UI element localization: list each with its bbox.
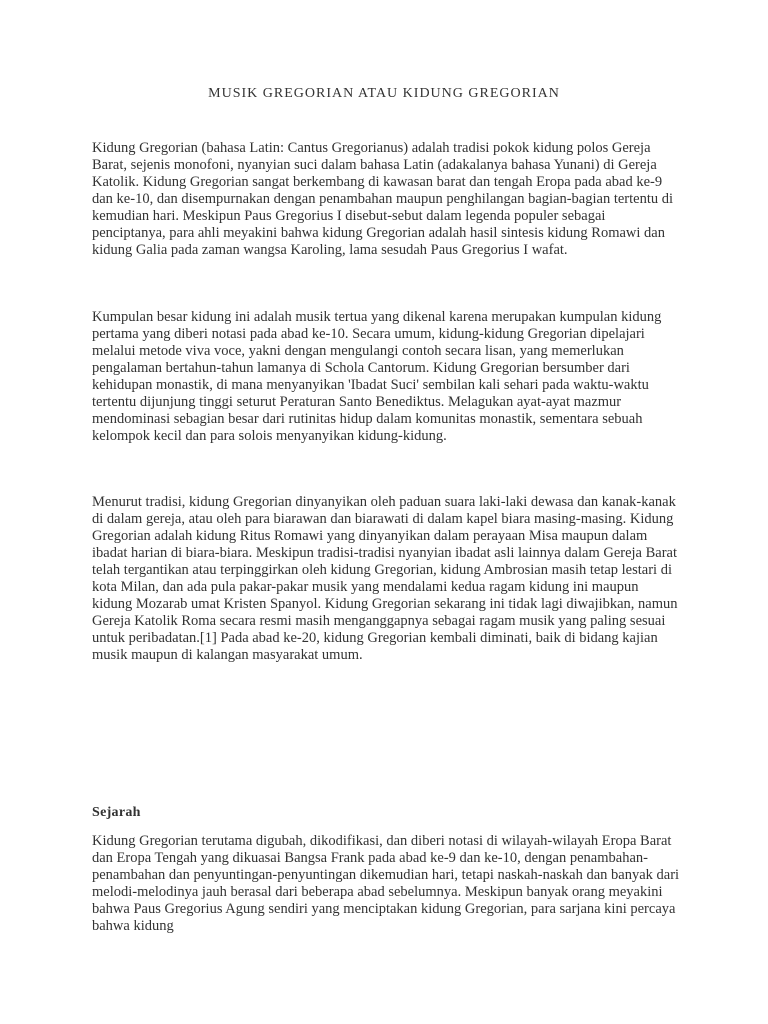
- paragraph-history: Kidung Gregorian terutama digubah, dikodifikasi, dan diberi notasi di wilayah-wilayah Eropa Barat dan Eropa Tengah yang dikuasai Bangsa Frank pada abad ke-9 dan ke-10, dengan penambahan-penambahan dan penyuntingan-penyuntingan dikemudian hari, tetapi naskah-naskah dan banyak dari melodi-melodinya jauh berasal dari beberapa abad sebelumnya. Meskipun banyak orang meyakini bahwa Paus Gregorius Agung sendiri yang menciptakan kidung Gregorian, para sarjana kini percaya bahwa kidung: [92, 833, 680, 934]
- paragraph-collection: Kumpulan besar kidung ini adalah musik tertua yang dikenal karena merupakan kumpulan kidung pertama yang diberi notasi pada abad ke-10. Secara umum, kidung-kidung Gregorian dipelajari melalui metode viva voce, yakni dengan mengulangi contoh secara lisan, yang memerlukan pengalaman bertahun-tahun lamanya di Schola Cantorum. Kidung Gregorian bersumber dari kehidupan monastik, di mana menyanyikan 'Ibadat Suci' sembilan kali sehari pada waktu-waktu tertentu dijunjung tinggi seturut Peraturan Santo Benediktus. Melagukan ayat-ayat mazmur mendominasi sebagian besar dari rutinitas hidup dalam komunitas monastik, sementara sebuah kelompok kecil dan para solois menyanyikan kidung-kidung.: [92, 309, 662, 444]
- paragraph-tradition: Menurut tradisi, kidung Gregorian dinyanyikan oleh paduan suara laki-laki dewasa dan kanak-kanak di dalam gereja, atau oleh para biarawan dan biarawati di dalam kapel biara masing-masing. Kidung Gregorian adalah kidung Ritus Romawi yang dinyanyikan dalam perayaan Misa maupun dalam ibadat harian di biara-biara. Meskipun tradisi-tradisi nyanyian ibadat asli lainnya dalam Gereja Barat telah tergantikan atau terpinggirkan oleh kidung Gregorian, kidung Ambrosian masih tetap lestari di kota Milan, dan ada pula pakar-pakar musik yang mendalami kedua ragam kidung ini maupun kidung Mozarab umat Kristen Spanyol. Kidung Gregorian sekarang ini tidak lagi diwajibkan, namun Gereja Katolik Roma secara resmi masih menganggapnya sebagai ragam musik yang paling sesuai untuk peribadatan.[1] Pada abad ke-20, kidung Gregorian kembali diminati, baik di bidang kajian musik maupun di kalangan masyarakat umum.: [92, 494, 678, 663]
- section-heading-history: Sejarah: [92, 805, 141, 820]
- paragraph-intro: Kidung Gregorian (bahasa Latin: Cantus Gregorianus) adalah tradisi pokok kidung polos Gereja Barat, sejenis monofoni, nyanyian suci dalam bahasa Latin (adakalanya bahasa Yunani) di Gereja Katolik. Kidung Gregorian sangat berkembang di kawasan barat dan tengah Eropa pada abad ke-9 dan ke-10, dan disempurnakan dengan penambahan maupun penghilangan bagian-bagian tertentu di kemudian hari. Meskipun Paus Gregorius I disebut-sebut dalam legenda populer sebagai penciptanya, para ahli meyakini bahwa kidung Gregorian adalah hasil sintesis kidung Romawi dan kidung Galia pada zaman wangsa Karoling, lama sesudah Paus Gregorius I wafat.: [92, 140, 674, 258]
- document-title: MUSIK GREGORIAN ATAU KIDUNG GREGORIAN: [208, 86, 560, 101]
